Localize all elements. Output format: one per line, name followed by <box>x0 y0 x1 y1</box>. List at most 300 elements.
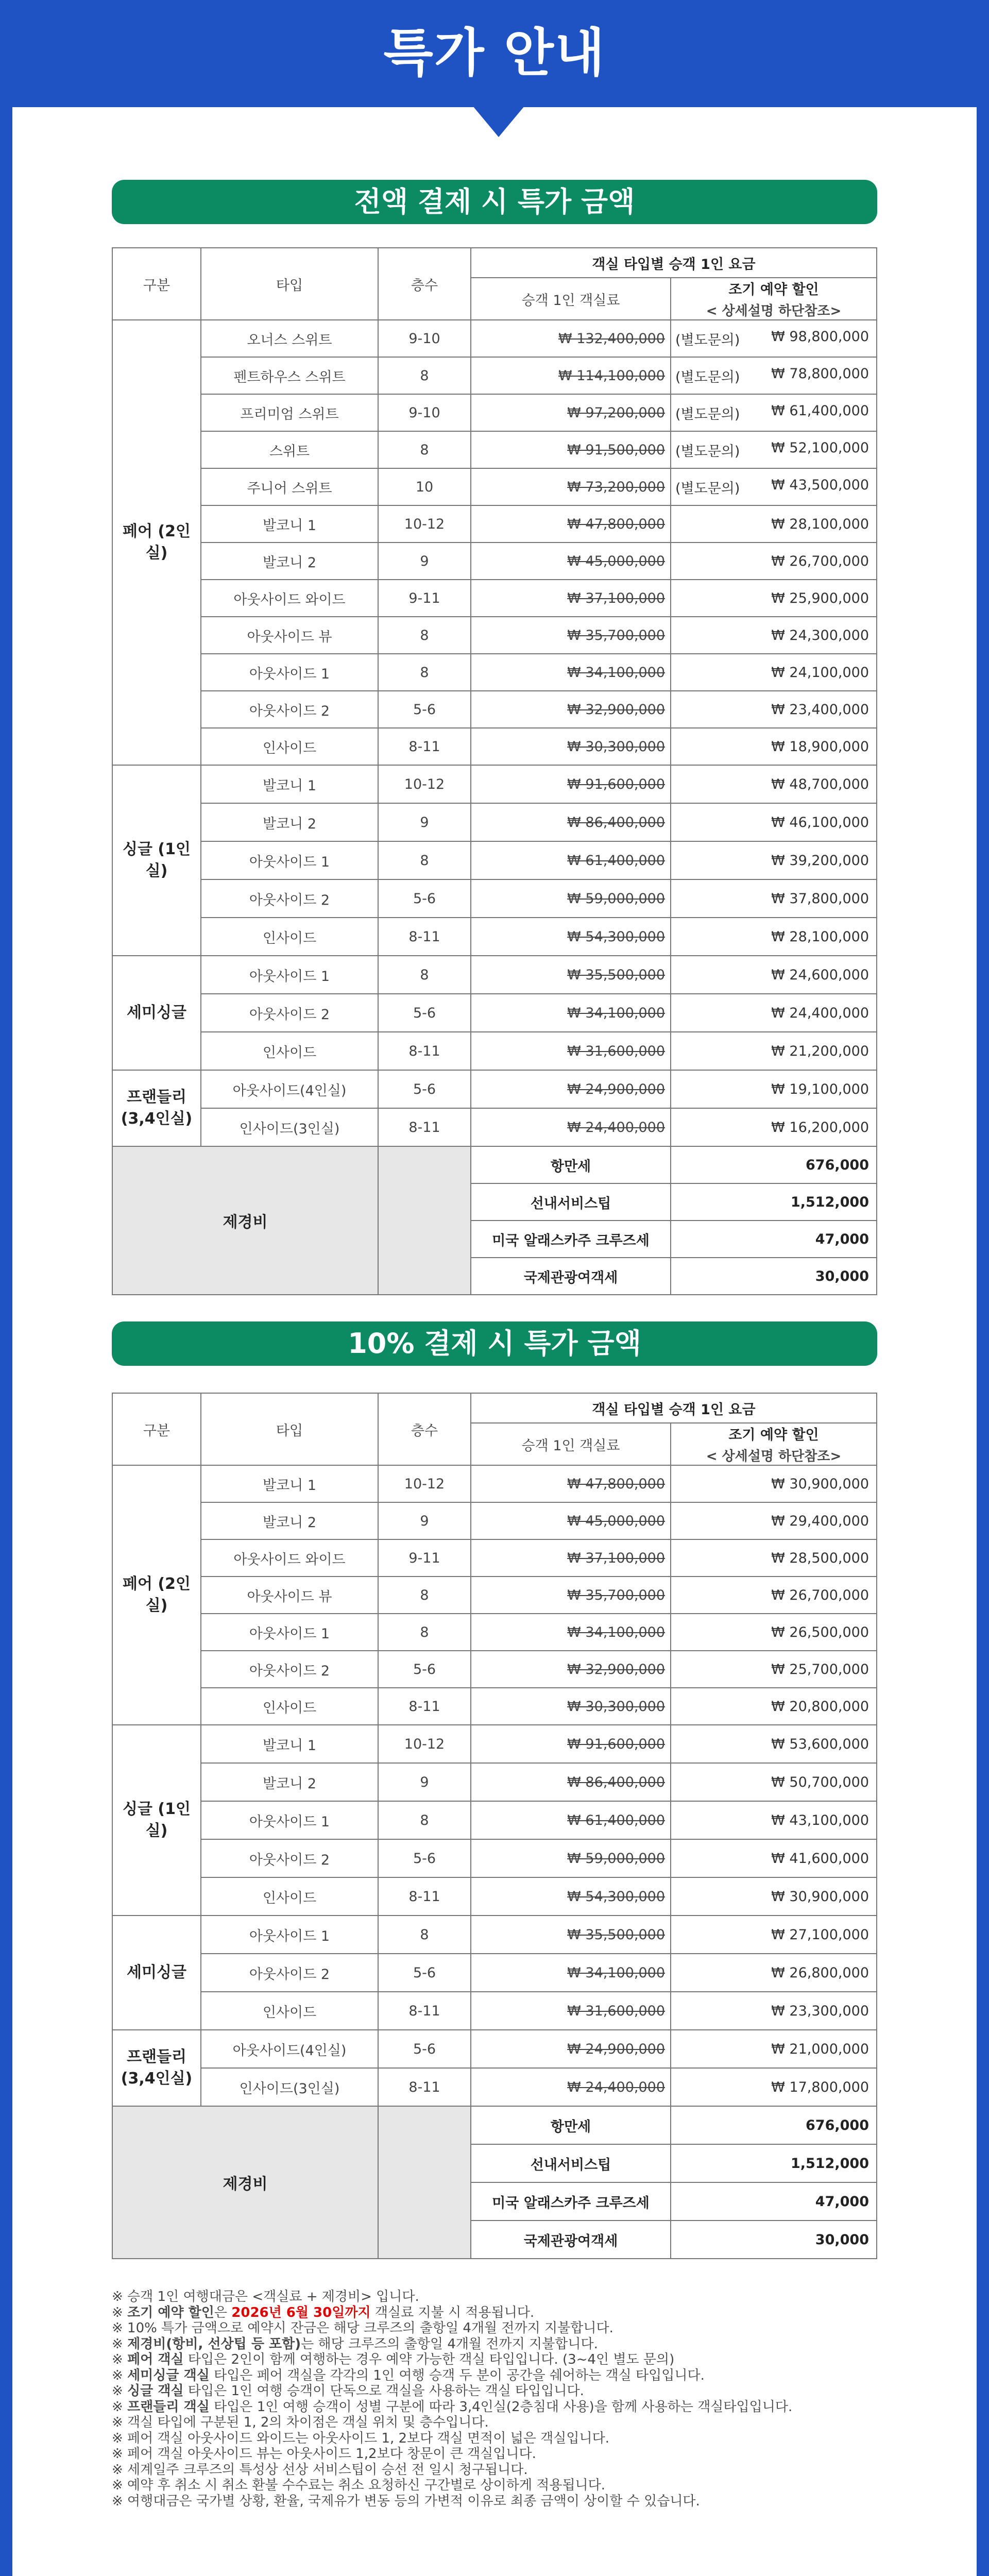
group-label: 싱글 (1인실) <box>112 1725 201 1916</box>
header-type: 타입 <box>201 1393 378 1465</box>
deck-range: 8-11 <box>378 728 471 765</box>
base-fare: ₩ 31,600,000 <box>471 1992 671 2030</box>
deck-range: 5-6 <box>378 691 471 728</box>
down-arrow-icon <box>473 106 524 137</box>
note-line <box>112 2352 884 2368</box>
note-text: ※ 승객 1인 여행대금은 <객실료 + 제경비> 입니다. <box>112 2289 419 2304</box>
note-text: ※ <box>112 2383 128 2399</box>
early-fare-value: ₩ 24,100,000 <box>771 664 869 681</box>
table-row <box>112 1539 877 1577</box>
early-fare-value: ₩ 24,300,000 <box>771 627 869 643</box>
note-line <box>112 2336 884 2352</box>
note-text: ※ 세계일주 크루즈의 특성상 선상 서비스팁이 승선 전 일시 청구됩니다. <box>112 2462 528 2478</box>
base-fare: ₩ 35,700,000 <box>471 617 671 654</box>
cabin-type: 아웃사이드 2 <box>201 1954 378 1992</box>
early-fare <box>671 654 877 691</box>
cabin-type: 아웃사이드(4인실) <box>201 1070 378 1108</box>
note-text: 싱글 객실 <box>127 2383 184 2399</box>
base-fare: ₩ 86,400,000 <box>471 803 671 841</box>
base-fare: ₩ 30,300,000 <box>471 728 671 765</box>
deck-range: 8 <box>378 1916 471 1954</box>
group-label: 페어 (2인실) <box>112 320 201 765</box>
group-label: 프랜들리 (3,4인실) <box>112 1070 201 1146</box>
early-fare-value: ₩ 48,700,000 <box>771 776 869 792</box>
note-line <box>112 2446 884 2462</box>
table-row <box>112 956 877 994</box>
deck-range: 5-6 <box>378 1954 471 1992</box>
cabin-type: 인사이드 <box>201 1688 378 1725</box>
early-fare <box>671 1877 877 1916</box>
early-fare <box>671 918 877 956</box>
cabin-type: 인사이드 <box>201 1032 378 1070</box>
note-line <box>112 2383 884 2399</box>
cabin-type: 발코니 1 <box>201 1725 378 1763</box>
fee-name: 국제관광여객세 <box>471 2221 671 2259</box>
note-text: ※ 예약 후 취소 시 취소 환불 수수료는 취소 요청하신 구간별로 상이하게 적용됩니다. <box>112 2478 606 2493</box>
deck-range: 8-11 <box>378 1992 471 2030</box>
fee-value: 1,512,000 <box>671 2144 877 2182</box>
note-text: 프랜들리 객실 <box>127 2399 210 2415</box>
deck-range: 9-11 <box>378 1539 471 1577</box>
cabin-type: 아웃사이드 2 <box>201 994 378 1032</box>
early-fare <box>671 691 877 728</box>
early-fare <box>671 994 877 1032</box>
note-text: ※ 페어 객실 아웃사이드 와이드는 아웃사이드 1, 2보다 객실 면적이 넓은 객실입니다. <box>112 2430 610 2446</box>
group-label: 페어 (2인실) <box>112 1465 201 1725</box>
early-fare <box>671 1916 877 1954</box>
cabin-type: 발코니 1 <box>201 765 378 803</box>
base-fare: ₩ 24,900,000 <box>471 2030 671 2068</box>
deck-range: 9-11 <box>378 580 471 617</box>
early-fare <box>671 1539 877 1577</box>
header-deck: 층수 <box>378 1393 471 1465</box>
early-fare-value: ₩ 26,500,000 <box>771 1624 869 1640</box>
cabin-type: 오너스 스위트 <box>201 320 378 357</box>
base-fare: ₩ 34,100,000 <box>471 1954 671 1992</box>
table-row <box>112 1877 877 1916</box>
note-text: ※ 10% 특가 금액으로 예약시 잔금은 해당 크루즈의 출항일 4개월 전까지 지불합니다. <box>112 2320 613 2336</box>
deck-range: 10-12 <box>378 765 471 803</box>
early-fare <box>671 1032 877 1070</box>
table-row <box>112 1070 877 1108</box>
note-text: 타입은 2인이 함께 여행하는 경우 예약 가능한 객실 타입입니다. (3~4인 별도 문의) <box>183 2352 675 2367</box>
deck-range: 9-10 <box>378 394 471 431</box>
cabin-type: 아웃사이드 1 <box>201 1916 378 1954</box>
note-line <box>112 2415 884 2431</box>
deck-range: 8-11 <box>378 1032 471 1070</box>
price-table-10-percent <box>112 1393 877 2259</box>
base-fare: ₩ 45,000,000 <box>471 543 671 580</box>
early-fare <box>671 1070 877 1108</box>
note-text: 세미싱글 객실 <box>127 2367 210 2383</box>
base-fare: ₩ 114,100,000 <box>471 357 671 394</box>
early-fare-value: ₩ 24,600,000 <box>771 967 869 983</box>
inquiry-note: (별도문의) <box>675 406 740 422</box>
base-fare: ₩ 54,300,000 <box>471 1877 671 1916</box>
cabin-type: 아웃사이드 2 <box>201 691 378 728</box>
note-line <box>112 2320 884 2336</box>
early-fare <box>671 765 877 803</box>
fee-row <box>112 2106 877 2144</box>
table-row <box>112 1651 877 1688</box>
header-deck: 층수 <box>378 248 471 320</box>
table-row <box>112 1577 877 1614</box>
early-fare <box>671 1614 877 1651</box>
inquiry-note: (별도문의) <box>675 480 740 497</box>
inquiry-note: (별도문의) <box>675 369 740 385</box>
table-row <box>112 803 877 841</box>
early-fare-value: ₩ 37,800,000 <box>771 890 869 907</box>
base-fare: ₩ 86,400,000 <box>471 1763 671 1801</box>
base-fare: ₩ 34,100,000 <box>471 654 671 691</box>
table-header-row <box>112 248 877 278</box>
cabin-type: 발코니 2 <box>201 1763 378 1801</box>
early-fare <box>671 879 877 918</box>
fee-name: 선내서비스팁 <box>471 2144 671 2182</box>
early-fare <box>671 2030 877 2068</box>
deck-range: 5-6 <box>378 879 471 918</box>
base-fare: ₩ 47,800,000 <box>471 1465 671 1502</box>
deck-range: 8 <box>378 654 471 691</box>
header-base-fare: 승객 1인 객실료 <box>471 1423 671 1465</box>
early-fare <box>671 431 877 468</box>
deck-range: 8 <box>378 1614 471 1651</box>
cabin-type: 아웃사이드 2 <box>201 879 378 918</box>
note-text: 제경비(항비, 선상팁 등 포함) <box>127 2336 301 2352</box>
early-fare-value: ₩ 25,700,000 <box>771 1661 869 1677</box>
deck-range: 8 <box>378 956 471 994</box>
deck-range: 8-11 <box>378 918 471 956</box>
early-fare <box>671 803 877 841</box>
base-fare: ₩ 34,100,000 <box>471 1614 671 1651</box>
cabin-type: 스위트 <box>201 431 378 468</box>
note-line <box>112 2368 884 2384</box>
cabin-type: 인사이드(3인실) <box>201 1108 378 1146</box>
header-early-sub: < 상세설명 하단참조> <box>706 303 842 319</box>
note-line <box>112 2462 884 2478</box>
base-fare: ₩ 59,000,000 <box>471 879 671 918</box>
group-label: 프랜들리 (3,4인실) <box>112 2030 201 2106</box>
header-base-fare: 승객 1인 객실료 <box>471 278 671 320</box>
note-line <box>112 2399 884 2415</box>
deck-range: 5-6 <box>378 994 471 1032</box>
table-row <box>112 691 877 728</box>
early-fare <box>671 1954 877 1992</box>
base-fare: ₩ 54,300,000 <box>471 918 671 956</box>
deck-range: 5-6 <box>378 1839 471 1877</box>
base-fare: ₩ 24,400,000 <box>471 2068 671 2106</box>
table-row <box>112 468 877 505</box>
deck-range: 5-6 <box>378 1651 471 1688</box>
base-fare: ₩ 35,500,000 <box>471 1916 671 1954</box>
fee-value: 1,512,000 <box>671 1183 877 1221</box>
header-fare-group: 객실 타입별 승객 1인 요금 <box>471 248 877 278</box>
early-fare-value: ₩ 98,800,000 <box>771 328 869 345</box>
base-fare: ₩ 35,700,000 <box>471 1577 671 1614</box>
table-row <box>112 918 877 956</box>
table-row <box>112 543 877 580</box>
fees-label: 제경비 <box>112 1146 378 1295</box>
table-row <box>112 580 877 617</box>
early-fare-value: ₩ 28,500,000 <box>771 1550 869 1566</box>
table-row <box>112 1839 877 1877</box>
base-fare: ₩ 97,200,000 <box>471 394 671 431</box>
early-fare-value: ₩ 30,900,000 <box>771 1476 869 1492</box>
table-row <box>112 320 877 357</box>
table-row <box>112 1725 877 1763</box>
note-line <box>112 2478 884 2494</box>
base-fare: ₩ 61,400,000 <box>471 1801 671 1839</box>
deck-range: 8-11 <box>378 2068 471 2106</box>
base-fare: ₩ 91,600,000 <box>471 765 671 803</box>
table-row <box>112 2068 877 2106</box>
note-text: ※ 객실 타입에 구분된 1, 2의 차이점은 객실 위치 및 층수입니다. <box>112 2415 489 2430</box>
early-fare <box>671 1725 877 1763</box>
note-text: 은 <box>214 2304 232 2320</box>
deck-range: 10 <box>378 468 471 505</box>
early-fare <box>671 1108 877 1146</box>
early-fare <box>671 1577 877 1614</box>
base-fare: ₩ 37,100,000 <box>471 580 671 617</box>
early-fare-value: ₩ 50,700,000 <box>771 1774 869 1790</box>
note-text: ※ <box>112 2304 128 2320</box>
base-fare: ₩ 30,300,000 <box>471 1688 671 1725</box>
deck-range: 8 <box>378 617 471 654</box>
deck-range: 10-12 <box>378 505 471 543</box>
table-row <box>112 1954 877 1992</box>
note-line <box>112 2494 884 2510</box>
cabin-type: 인사이드 <box>201 728 378 765</box>
early-fare <box>671 580 877 617</box>
table-row <box>112 994 877 1032</box>
fee-value: 30,000 <box>671 2221 877 2259</box>
early-fare-value: ₩ 18,900,000 <box>771 738 869 755</box>
early-fare-value: ₩ 27,100,000 <box>771 1926 869 1943</box>
notes-list <box>112 2289 884 2509</box>
cabin-type: 아웃사이드 와이드 <box>201 1539 378 1577</box>
table-row <box>112 357 877 394</box>
cabin-type: 인사이드(3인실) <box>201 2068 378 2106</box>
fee-value: 676,000 <box>671 2106 877 2144</box>
cabin-type: 아웃사이드 뷰 <box>201 617 378 654</box>
early-fare-value: ₩ 26,700,000 <box>771 553 869 569</box>
early-fare <box>671 2068 877 2106</box>
deck-range: 8-11 <box>378 1688 471 1725</box>
deck-range: 8 <box>378 357 471 394</box>
fee-name: 항만세 <box>471 2106 671 2144</box>
header-early-sub: < 상세설명 하단참조> <box>706 1449 842 1464</box>
deck-range: 8 <box>378 1801 471 1839</box>
table-row <box>112 505 877 543</box>
cabin-type: 아웃사이드 1 <box>201 956 378 994</box>
note-text: ※ 페어 객실 아웃사이드 뷰는 아웃사이드 1,2보다 창문이 큰 객실입니다. <box>112 2446 536 2462</box>
early-fare-value: ₩ 26,700,000 <box>771 1587 869 1603</box>
table-row <box>112 1763 877 1801</box>
table-row <box>112 2030 877 2068</box>
cabin-type: 프리미엄 스위트 <box>201 394 378 431</box>
fee-name: 국제관광여객세 <box>471 1258 671 1295</box>
deck-range: 9 <box>378 1502 471 1539</box>
base-fare: ₩ 73,200,000 <box>471 468 671 505</box>
note-text: 타입은 페어 객실을 각각의 1인 여행 승객 두 분이 공간을 쉐어하는 객실 타입입니다. <box>209 2367 705 2383</box>
cabin-type: 아웃사이드 2 <box>201 1839 378 1877</box>
note-text: 타입은 1인 여행 승객이 성별 구분에 따라 3,4인실(2층침대 사용)을 함께 사용하는 객실타입입니다. <box>209 2399 793 2415</box>
deck-range: 5-6 <box>378 2030 471 2068</box>
table-row <box>112 841 877 879</box>
inquiry-note: (별도문의) <box>675 332 740 348</box>
table-row <box>112 1108 877 1146</box>
header-type: 타입 <box>201 248 378 320</box>
header-fare-group: 객실 타입별 승객 1인 요금 <box>471 1393 877 1423</box>
section-banner-full-payment: 전액 결제 시 특가 금액 <box>112 180 877 224</box>
page-header <box>0 0 989 107</box>
early-fare-value: ₩ 53,600,000 <box>771 1736 869 1752</box>
early-fare <box>671 1502 877 1539</box>
cabin-type: 발코니 1 <box>201 505 378 543</box>
early-fare-value: ₩ 17,800,000 <box>771 2079 869 2095</box>
early-fare-value: ₩ 28,100,000 <box>771 928 869 945</box>
table-row <box>112 1502 877 1539</box>
base-fare: ₩ 45,000,000 <box>471 1502 671 1539</box>
deck-range: 8 <box>378 841 471 879</box>
base-fare: ₩ 132,400,000 <box>471 320 671 357</box>
cabin-type: 아웃사이드 1 <box>201 841 378 879</box>
early-fare-value: ₩ 46,100,000 <box>771 814 869 831</box>
table-row <box>112 1801 877 1839</box>
fee-row <box>112 1146 877 1183</box>
base-fare: ₩ 32,900,000 <box>471 691 671 728</box>
base-fare: ₩ 24,400,000 <box>471 1108 671 1146</box>
note-text: 2026년 6월 30일까지 <box>231 2304 371 2320</box>
early-fare <box>671 543 877 580</box>
note-text: 객실료 지불 시 적용됩니다. <box>370 2304 535 2320</box>
cabin-type: 아웃사이드 1 <box>201 1801 378 1839</box>
early-fare <box>671 394 877 431</box>
note-line <box>112 2289 884 2305</box>
fee-name: 미국 알래스카주 크루즈세 <box>471 1221 671 1258</box>
early-fare <box>671 1688 877 1725</box>
early-fare <box>671 617 877 654</box>
note-text: 페어 객실 <box>127 2352 184 2367</box>
base-fare: ₩ 37,100,000 <box>471 1539 671 1577</box>
deck-range: 5-6 <box>378 1070 471 1108</box>
header-category: 구분 <box>112 248 201 320</box>
deck-range: 9 <box>378 543 471 580</box>
note-text: 타입은 1인 여행 승객이 단독으로 객실을 사용하는 객실 타입입니다. <box>183 2383 584 2399</box>
table-row <box>112 728 877 765</box>
early-fare-value: ₩ 20,800,000 <box>771 1698 869 1715</box>
deck-range: 8-11 <box>378 1108 471 1146</box>
fees-spacer <box>378 2106 471 2259</box>
note-text: ※ 여행대금은 국가별 상황, 환율, 국제유가 변동 등의 가변적 이유로 최종 금액이 상이할 수 있습니다. <box>112 2493 700 2509</box>
table-row <box>112 431 877 468</box>
early-fare-value: ₩ 30,900,000 <box>771 1888 869 1905</box>
cabin-type: 발코니 2 <box>201 543 378 580</box>
note-text: ※ <box>112 2336 128 2352</box>
group-label: 세미싱글 <box>112 956 201 1070</box>
early-fare <box>671 1839 877 1877</box>
fee-value: 676,000 <box>671 1146 877 1183</box>
fee-name: 항만세 <box>471 1146 671 1183</box>
header-early-booking <box>671 278 877 320</box>
table-row <box>112 1688 877 1725</box>
early-fare-value: ₩ 39,200,000 <box>771 852 869 869</box>
note-text: 는 해당 크루즈의 출항일 4개월 전까지 지불합니다. <box>301 2336 598 2352</box>
base-fare: ₩ 35,500,000 <box>471 956 671 994</box>
early-fare-value: ₩ 41,600,000 <box>771 1850 869 1867</box>
header-early-booking <box>671 1423 877 1465</box>
note-line <box>112 2305 884 2321</box>
cabin-type: 아웃사이드 1 <box>201 654 378 691</box>
table-row <box>112 1916 877 1954</box>
fee-name: 미국 알래스카주 크루즈세 <box>471 2182 671 2221</box>
deck-range: 10-12 <box>378 1725 471 1763</box>
base-fare: ₩ 32,900,000 <box>471 1651 671 1688</box>
early-fare <box>671 320 877 357</box>
table-row <box>112 1032 877 1070</box>
inquiry-note: (별도문의) <box>675 443 740 460</box>
cabin-type: 인사이드 <box>201 1992 378 2030</box>
early-fare-value: ₩ 28,100,000 <box>771 516 869 532</box>
cabin-type: 발코니 2 <box>201 803 378 841</box>
group-label: 싱글 (1인실) <box>112 765 201 956</box>
cabin-type: 아웃사이드 2 <box>201 1651 378 1688</box>
section-banner-10-percent: 10% 결제 시 특가 금액 <box>112 1321 877 1366</box>
fee-value: 47,000 <box>671 1221 877 1258</box>
table-row <box>112 654 877 691</box>
cabin-type: 인사이드 <box>201 918 378 956</box>
header-early-title: 조기 예약 할인 <box>728 1427 819 1443</box>
note-text: ※ <box>112 2399 128 2415</box>
early-fare-value: ₩ 25,900,000 <box>771 590 869 606</box>
base-fare: ₩ 91,500,000 <box>471 431 671 468</box>
early-fare-value: ₩ 19,100,000 <box>771 1081 869 1097</box>
early-fare <box>671 1763 877 1801</box>
fee-value: 47,000 <box>671 2182 877 2221</box>
early-fare-value: ₩ 52,100,000 <box>771 439 869 456</box>
table-row <box>112 617 877 654</box>
fee-value: 30,000 <box>671 1258 877 1295</box>
deck-range: 8-11 <box>378 1877 471 1916</box>
cabin-type: 주니어 스위트 <box>201 468 378 505</box>
early-fare-value: ₩ 23,300,000 <box>771 2003 869 2019</box>
base-fare: ₩ 59,000,000 <box>471 1839 671 1877</box>
early-fare-value: ₩ 43,500,000 <box>771 477 869 493</box>
early-fare-value: ₩ 23,400,000 <box>771 701 869 718</box>
early-fare-value: ₩ 21,200,000 <box>771 1043 869 1059</box>
note-line <box>112 2431 884 2447</box>
deck-range: 10-12 <box>378 1465 471 1502</box>
table-row <box>112 1614 877 1651</box>
fees-spacer <box>378 1146 471 1295</box>
deck-range: 8 <box>378 1577 471 1614</box>
table-row <box>112 394 877 431</box>
table-row <box>112 1465 877 1502</box>
base-fare: ₩ 31,600,000 <box>471 1032 671 1070</box>
early-fare <box>671 956 877 994</box>
early-fare-value: ₩ 78,800,000 <box>771 365 869 382</box>
deck-range: 9 <box>378 1763 471 1801</box>
deck-range: 8 <box>378 431 471 468</box>
page-title: 특가 안내 <box>383 23 606 83</box>
early-fare-value: ₩ 26,800,000 <box>771 1964 869 1981</box>
base-fare: ₩ 61,400,000 <box>471 841 671 879</box>
note-text: 조기 예약 할인 <box>127 2304 214 2320</box>
early-fare-value: ₩ 16,200,000 <box>771 1119 869 1136</box>
cabin-type: 발코니 2 <box>201 1502 378 1539</box>
early-fare <box>671 728 877 765</box>
cabin-type: 아웃사이드 와이드 <box>201 580 378 617</box>
